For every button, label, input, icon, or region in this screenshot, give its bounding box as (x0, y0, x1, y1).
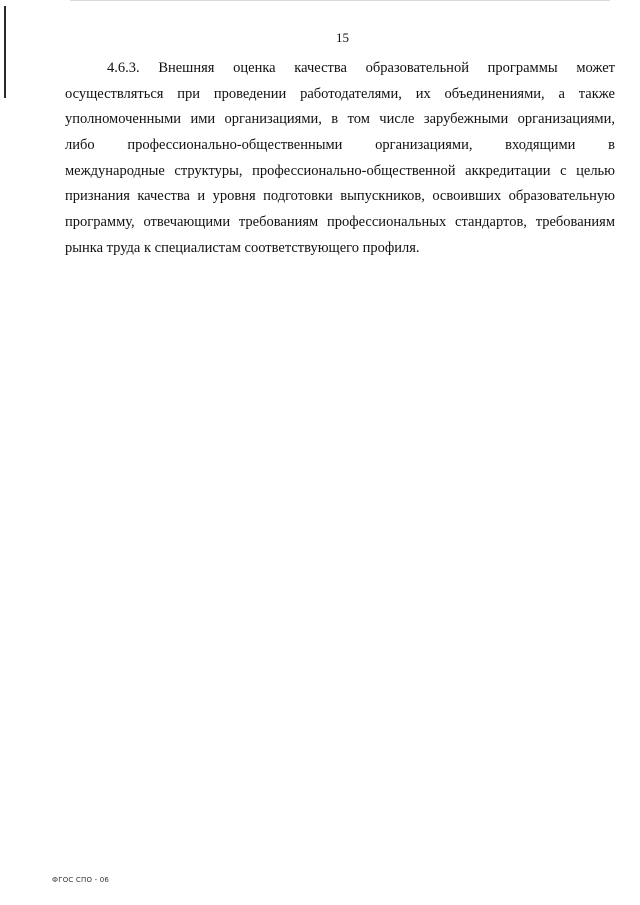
paragraph-4-6-3 (65, 56, 615, 262)
paragraph-line: программу, отвечающими требованиям профессиональных стандартов, требованиям (65, 214, 615, 231)
page-number: 15 (336, 30, 349, 45)
paragraph-line: международные структуры, профессионально-общественной аккредитации с целью (65, 162, 615, 179)
paragraph-line: признания качества и уровня подготовки выпускников, освоивших образовательную (65, 188, 615, 205)
paragraph-line: рынка труда к специалистам соответствующего профиля. (65, 239, 420, 256)
document-footer-code: ФГОС СПО - 06 (52, 876, 110, 884)
scan-left-edge-mark (4, 6, 6, 98)
paragraph-line: 4.6.3. Внешняя оценка качества образовательной программы может (107, 60, 615, 76)
paragraph-line: уполномоченными ими организациями, в том числе зарубежными организациями, (65, 111, 615, 128)
paragraph-line: либо профессионально-общественными организациями, входящими в (65, 137, 615, 154)
scan-top-edge (70, 0, 610, 1)
paragraph-line: осуществляться при проведении работодателями, их объединениями, а также (65, 85, 615, 102)
